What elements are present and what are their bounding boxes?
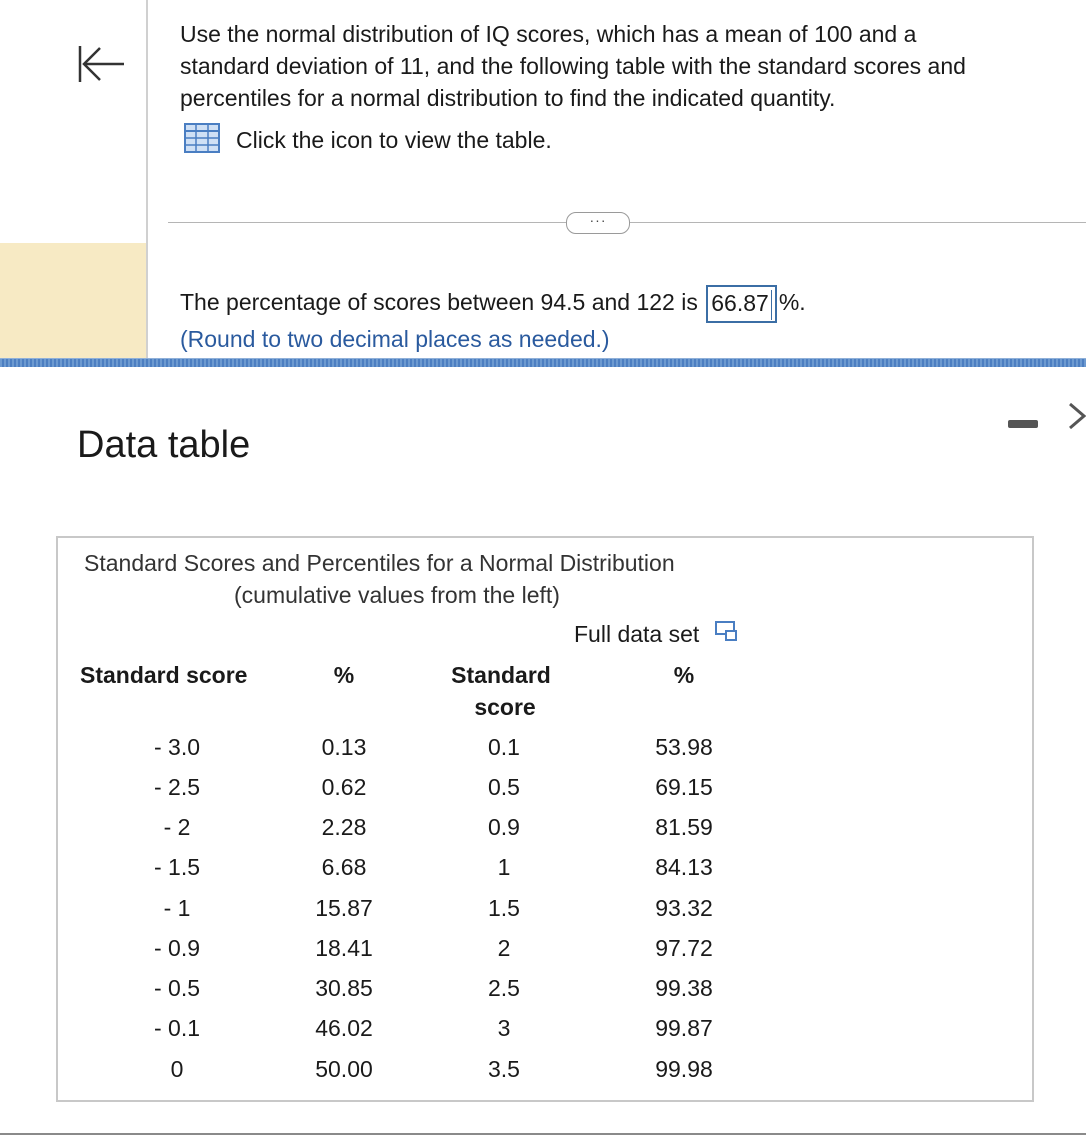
answer-value[interactable]: 66.87 — [711, 289, 769, 316]
full-data-label[interactable]: Full data set — [574, 620, 700, 647]
cell-score-1: - 0.1 — [153, 1015, 201, 1041]
cell-score-1: - 2.5 — [153, 774, 201, 800]
cell-pct-2: 53.98 — [655, 734, 713, 760]
answer-highlight — [0, 243, 146, 358]
dialog-top-bar — [0, 358, 1086, 367]
cell-pct-1: 0.62 — [321, 774, 367, 800]
table-link-label[interactable]: Click the icon to view the table. — [236, 126, 552, 153]
cell-score-1: 0 — [170, 1056, 184, 1082]
text-caret — [771, 290, 772, 320]
question-text — [180, 18, 1080, 114]
close-icon[interactable] — [1066, 398, 1086, 443]
question-line: standard deviation of 11, and the following table with the standard scores and — [180, 53, 966, 79]
cell-score-1: - 1.5 — [153, 854, 201, 880]
cell-score-2: 0.9 — [488, 814, 520, 840]
cell-pct-2: 97.72 — [655, 935, 713, 961]
header-standard-score: Standard score — [80, 662, 248, 688]
table-icon[interactable] — [184, 123, 220, 158]
minimize-icon[interactable] — [1008, 420, 1038, 428]
header-standard-score-2b: score — [474, 694, 536, 720]
cell-score-1: - 0.9 — [153, 935, 201, 961]
cell-pct-1: 18.41 — [315, 935, 373, 961]
left-divider — [146, 0, 148, 244]
cell-score-2: 1 — [497, 854, 511, 880]
cell-pct-1: 2.28 — [321, 814, 367, 840]
cell-score-2: 1.5 — [488, 895, 520, 921]
answer-prefix: The percentage of scores between 94.5 and 122 is — [180, 289, 698, 315]
full-data-set-button[interactable] — [574, 620, 739, 648]
cell-pct-2: 99.98 — [655, 1056, 713, 1082]
question-line: Use the normal distribution of IQ scores, which has a mean of 100 and a — [180, 21, 917, 47]
copy-data-icon[interactable] — [715, 620, 739, 648]
answer-line — [180, 284, 806, 323]
bottom-divider — [0, 1133, 1086, 1135]
cell-pct-1: 46.02 — [315, 1015, 373, 1041]
cell-pct-2: 84.13 — [655, 854, 713, 880]
answer-suffix: %. — [778, 289, 806, 315]
cell-pct-2: 81.59 — [655, 814, 713, 840]
cell-score-2: 3 — [497, 1015, 511, 1041]
table-subcaption: (cumulative values from the left) — [234, 582, 560, 608]
cell-pct-2: 93.32 — [655, 895, 713, 921]
dialog-title: Data table — [77, 424, 251, 466]
table-caption: Standard Scores and Percentiles for a Normal Distribution — [84, 550, 675, 576]
cell-pct-1: 50.00 — [315, 1056, 373, 1082]
answer-input[interactable] — [706, 285, 777, 323]
cell-score-2: 0.5 — [488, 774, 520, 800]
cell-pct-1: 6.68 — [321, 854, 367, 880]
view-table-link[interactable] — [184, 124, 552, 156]
cell-score-1: - 3.0 — [153, 734, 201, 760]
cell-pct-2: 99.38 — [655, 975, 713, 1001]
collapse-panel-icon[interactable] — [70, 36, 130, 92]
cell-score-1: - 1 — [163, 895, 191, 921]
cell-score-2: 3.5 — [488, 1056, 520, 1082]
more-button[interactable]: ··· — [566, 212, 630, 234]
cell-score-2: 2.5 — [488, 975, 520, 1001]
cell-score-2: 2 — [497, 935, 511, 961]
cell-pct-1: 15.87 — [315, 895, 373, 921]
cell-score-2: 0.1 — [488, 734, 520, 760]
cell-pct-1: 0.13 — [321, 734, 367, 760]
rounding-note: (Round to two decimal places as needed.) — [180, 326, 610, 352]
cell-pct-1: 30.85 — [315, 975, 373, 1001]
cell-pct-2: 69.15 — [655, 774, 713, 800]
header-percent: % — [333, 662, 355, 688]
cell-score-1: - 2 — [163, 814, 191, 840]
question-line: percentiles for a normal distribution to find the indicated quantity. — [180, 85, 836, 111]
header-percent-2: % — [673, 662, 695, 688]
header-standard-score-2: Standard — [451, 662, 551, 688]
cell-score-1: - 0.5 — [153, 975, 201, 1001]
left-divider-lower — [146, 243, 148, 358]
cell-pct-2: 99.87 — [655, 1015, 713, 1041]
